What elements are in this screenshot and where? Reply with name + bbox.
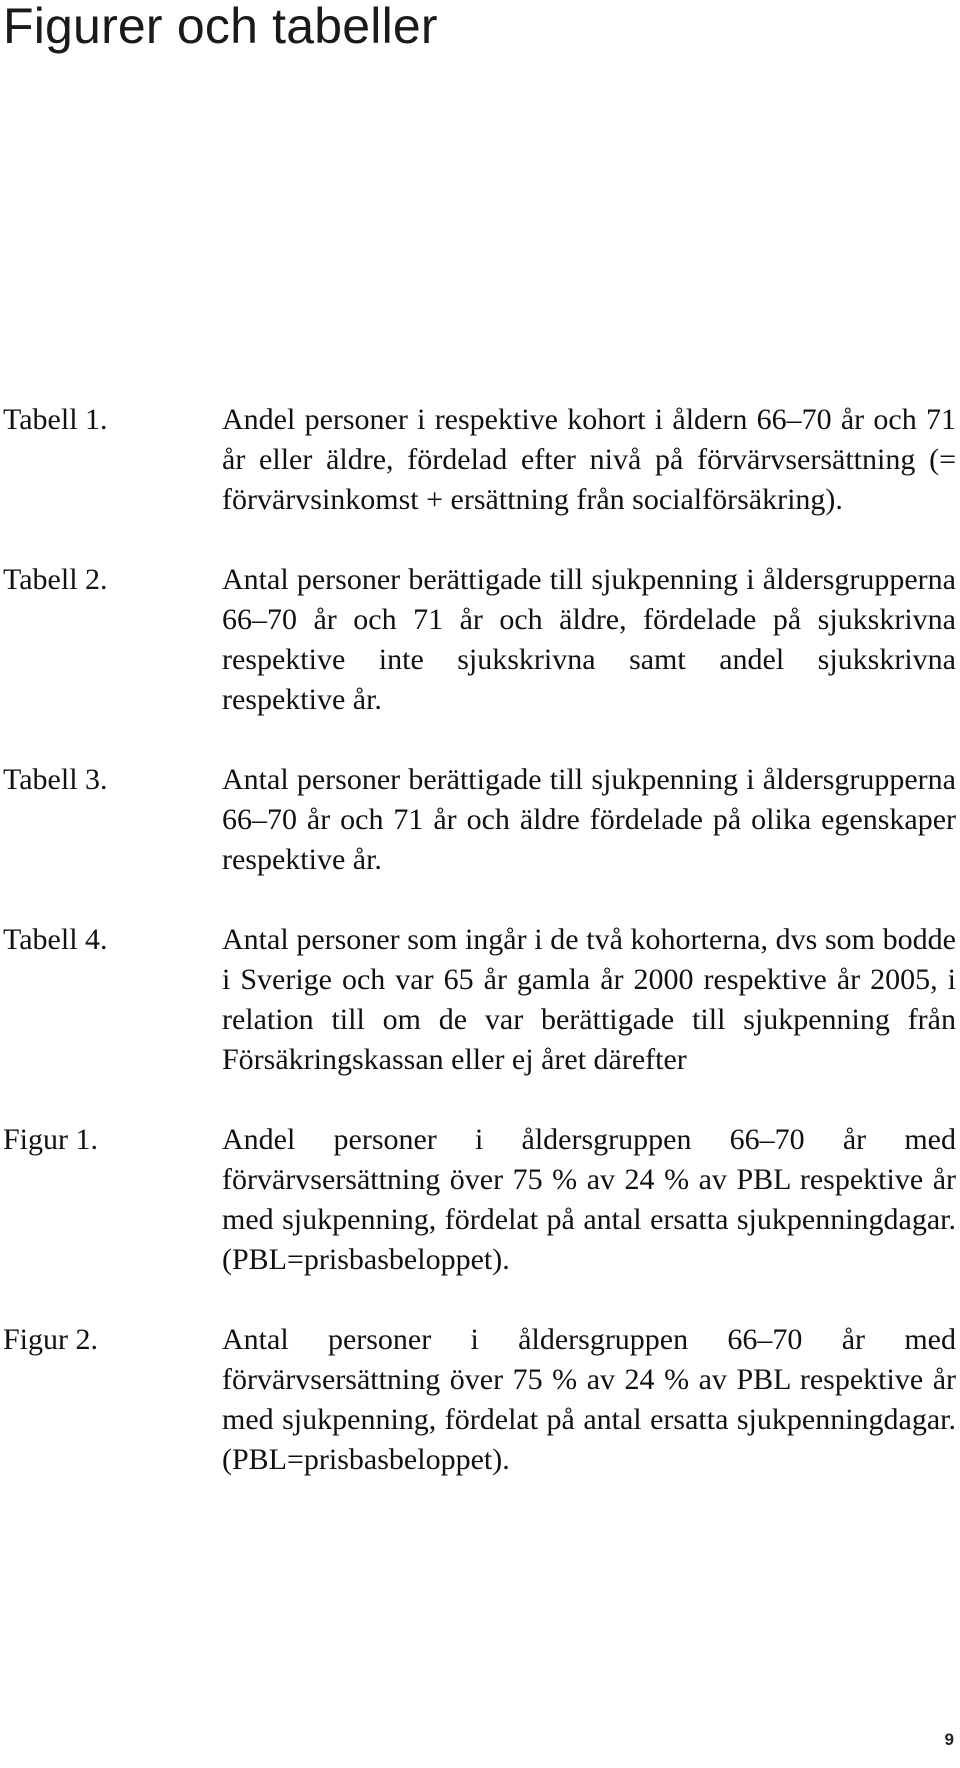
list-item-figur-1 bbox=[0, 1120, 960, 1280]
page-number: 9 bbox=[944, 1730, 954, 1749]
entry-label: Tabell 4. bbox=[3, 923, 108, 956]
list-item-tabell-4 bbox=[0, 920, 960, 1080]
entry-label: Figur 2. bbox=[3, 1323, 99, 1356]
entry-label: Tabell 3. bbox=[3, 763, 108, 796]
entry-caption: Andel personer i respektive kohort i åldern 66–70 år och 71 år eller äldre, fördelad efter nivå på förvärvsersättning (= förvärvsinkomst + ersättning från socialförsäkring). bbox=[222, 403, 956, 516]
entry-caption: Andel personer i åldersgruppen 66–70 år med förvärvsersättning över 75 % av 24 % av PBL respektive år med sjukpenning, fördelat på antal ersatta sjukpenningdagar. (PBL=prisbasbeloppet). bbox=[222, 1123, 956, 1276]
list-item-tabell-2 bbox=[0, 560, 960, 720]
list-item-figur-2 bbox=[0, 1320, 960, 1480]
entry-caption: Antal personer i åldersgruppen 66–70 år med förvärvsersättning över 75 % av 24 % av PBL respektive år med sjukpenning, fördelat på antal ersatta sjukpenningdagar. (PBL=prisbasbeloppet). bbox=[222, 1323, 956, 1476]
page-title: Figurer och tabeller bbox=[3, 0, 438, 54]
entry-caption: Antal personer som ingår i de två kohorterna, dvs som bodde i Sverige och var 65 år gamla år 2000 respektive år 2005, i relation till om de var berättigade till sjukpenning från Försäkringskassan eller ej året därefter bbox=[222, 923, 956, 1076]
entry-label: Tabell 2. bbox=[3, 563, 108, 596]
entry-label: Tabell 1. bbox=[3, 403, 108, 436]
figure-table-list bbox=[0, 400, 960, 1520]
entry-caption: Antal personer berättigade till sjukpenning i åldersgrupperna 66–70 år och 71 år och äldre, fördelade på sjukskrivna respektive inte sjukskrivna samt andel sjukskrivna respektive år. bbox=[222, 563, 956, 716]
list-item-tabell-1 bbox=[0, 400, 960, 520]
entry-caption: Antal personer berättigade till sjukpenning i åldersgrupperna 66–70 år och 71 år och äldre fördelade på olika egenskaper respektive år. bbox=[222, 763, 956, 876]
entry-label: Figur 1. bbox=[3, 1123, 99, 1156]
list-item-tabell-3 bbox=[0, 760, 960, 880]
